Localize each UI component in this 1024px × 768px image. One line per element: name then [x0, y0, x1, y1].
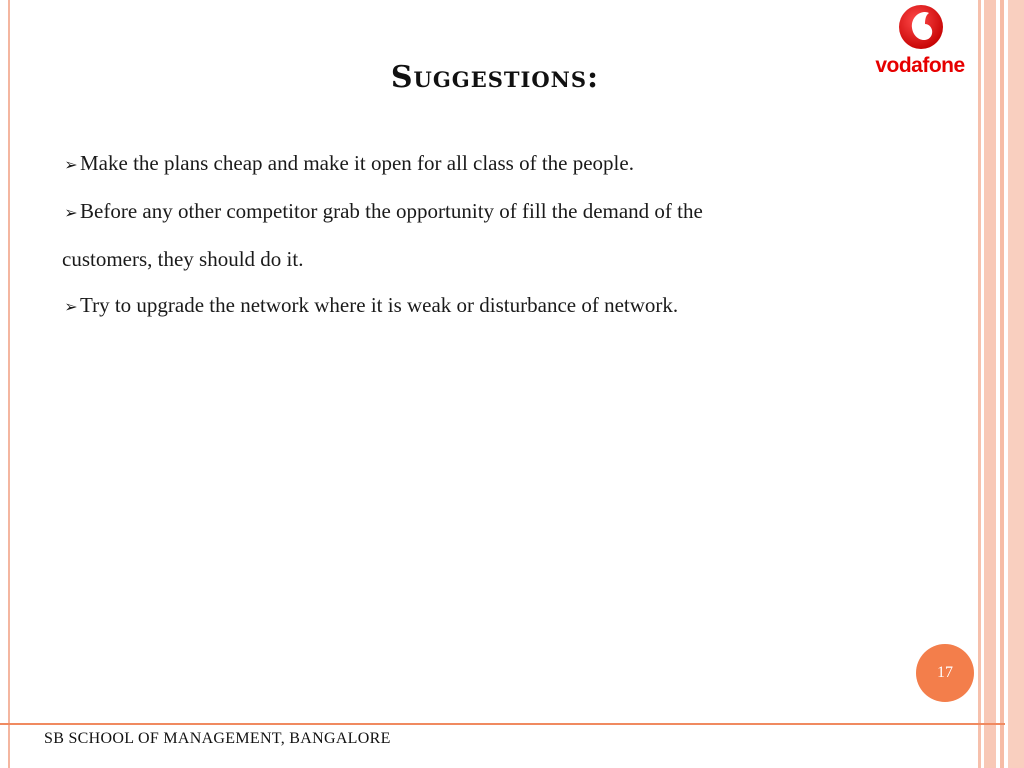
footer-text: SB SCHOOL OF MANAGEMENT, BANGALORE: [44, 730, 391, 747]
stripe: [984, 0, 996, 768]
right-decorative-stripes: [978, 0, 1024, 768]
left-border-line: [8, 0, 10, 768]
vodafone-wordmark: vodafone: [875, 54, 965, 77]
bullet-text: customers, they should do it.: [62, 247, 304, 271]
bullet-text: Try to upgrade the network where it is weak or disturbance of network.: [80, 293, 679, 317]
arrow-bullet-icon: ➢: [64, 203, 78, 222]
arrow-bullet-icon: ➢: [64, 155, 78, 174]
stripe: [1008, 0, 1024, 768]
vodafone-speechmark-icon: [898, 2, 944, 52]
page-number-badge: 17: [916, 644, 974, 702]
footer-divider: [0, 723, 1005, 725]
bullet-item: [62, 188, 882, 236]
bullet-continuation: [62, 236, 882, 282]
slide-title: Suggestions:: [390, 60, 600, 95]
bullet-text: Before any other competitor grab the opportunity of fill the demand of the: [80, 199, 703, 223]
stripe: [978, 0, 981, 768]
bullet-item: [62, 282, 882, 330]
stripe: [1000, 0, 1004, 768]
bullet-text: Make the plans cheap and make it open for all class of the people.: [80, 151, 634, 175]
bullet-list: [62, 140, 882, 330]
bullet-item: [62, 140, 882, 188]
arrow-bullet-icon: ➢: [64, 297, 78, 316]
